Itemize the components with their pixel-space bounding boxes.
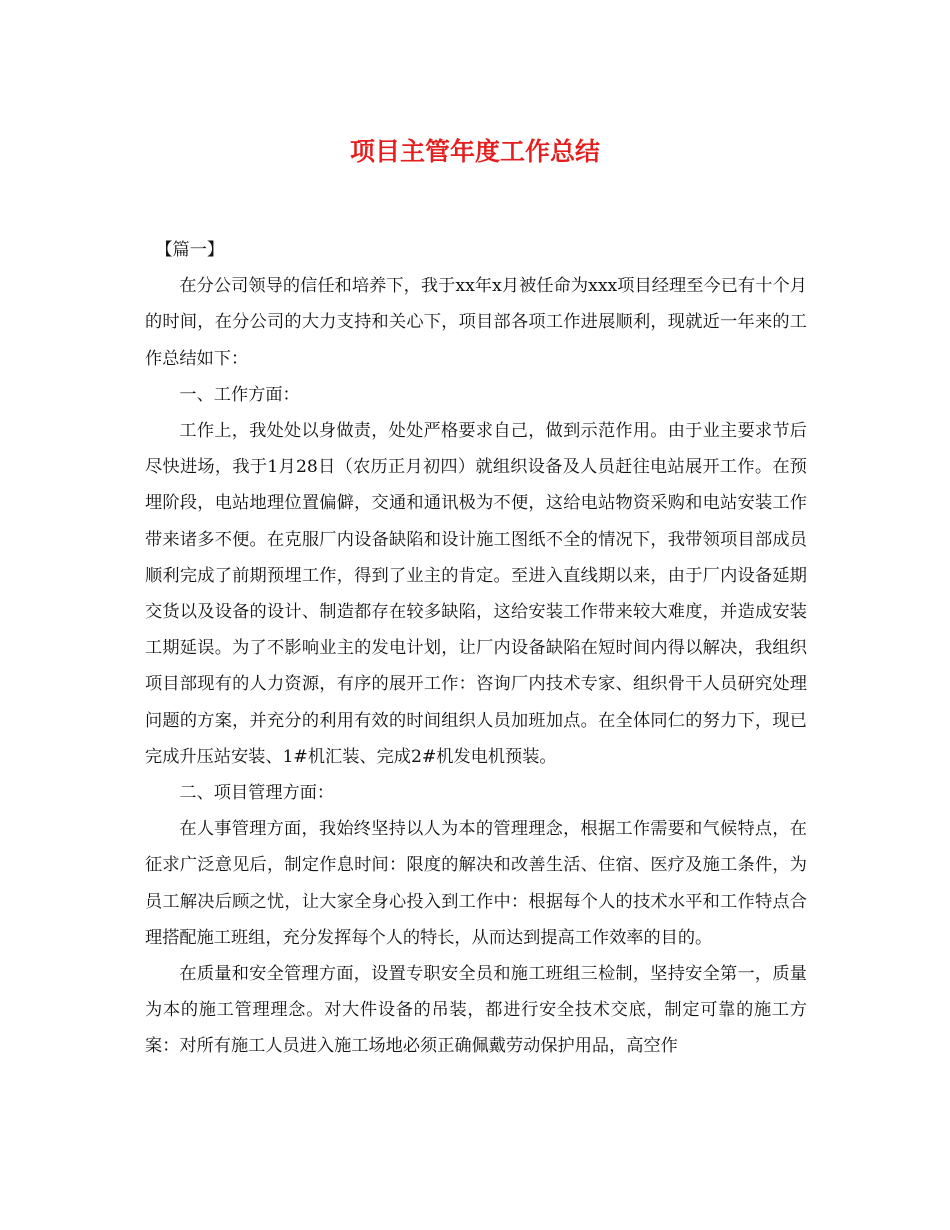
paragraph-intro: 在分公司领导的信任和培养下，我于xx年x月被任命为xxx项目经理至今已有十个月的时间，在分公司的大力支持和关心下，项目部各项工作进展顺利，现就近一年来的工作总结如下： [145,276,807,369]
heading-work: 一、工作方面： [179,384,300,405]
document-body [145,232,807,1065]
paragraph-personnel: 在人事管理方面，我始终坚持以人为本的管理理念，根据工作需要和气候特点，在征求广泛意见后，制定作息时间：限度的解决和改善生活、住宿、医疗及施工条件，为员工解决后顾之忧，让大家全身心投入到工作中：根据每个人的技术水平和工作特点合理搭配施工班组，充分发挥每个人的特长，从而达到提高工作效率的目的。 [145,819,807,948]
section-tag: 【篇一】 [155,240,225,260]
heading-project-management: 二、项目管理方面： [179,783,335,804]
document-title: 项目主管年度工作总结 [349,137,600,166]
paragraph-quality-safety: 在质量和安全管理方面，设置专职安全员和施工班组三检制，坚持安全第一，质量为本的施工管理理念。对大件设备的吊装，都进行安全技术交底，制定可靠的施工方案：对所有施工人员进入施工场地必须正确佩戴劳动保护用品，高空作 [145,964,807,1057]
paragraph-work: 工作上，我处处以身做责，处处严格要求自己，做到示范作用。由于业主要求节后尽快进场，我于1月28日（农历正月初四）就组织设备及人员赶往电站展开工作。在预埋阶段，电站地理位置偏僻，交通和通讯极为不便，这给电站物资采购和电站安装工作带来诸多不便。在克服厂内设备缺陷和设计施工图纸不全的情况下，我带领项目部成员顺利完成了前期预埋工作，得到了业主的肯定。至进入直线期以来，由于厂内设备延期交货以及设备的设计、制造都存在较多缺陷，这给安装工作带来较大难度，并造成安装工期延误。为了不影响业主的发电计划，让厂内设备缺陷在短时间内得以解决，我组织项目部现有的人力资源，有序的展开工作：咨询厂内技术专家、组织骨干人员研究处理问题的方案，并充分的利用有效的时间组织人员加班加点。在全体同仁的努力下，现已完成升压站安装、1#机汇装、完成2#机发电机预装。 [145,421,807,767]
